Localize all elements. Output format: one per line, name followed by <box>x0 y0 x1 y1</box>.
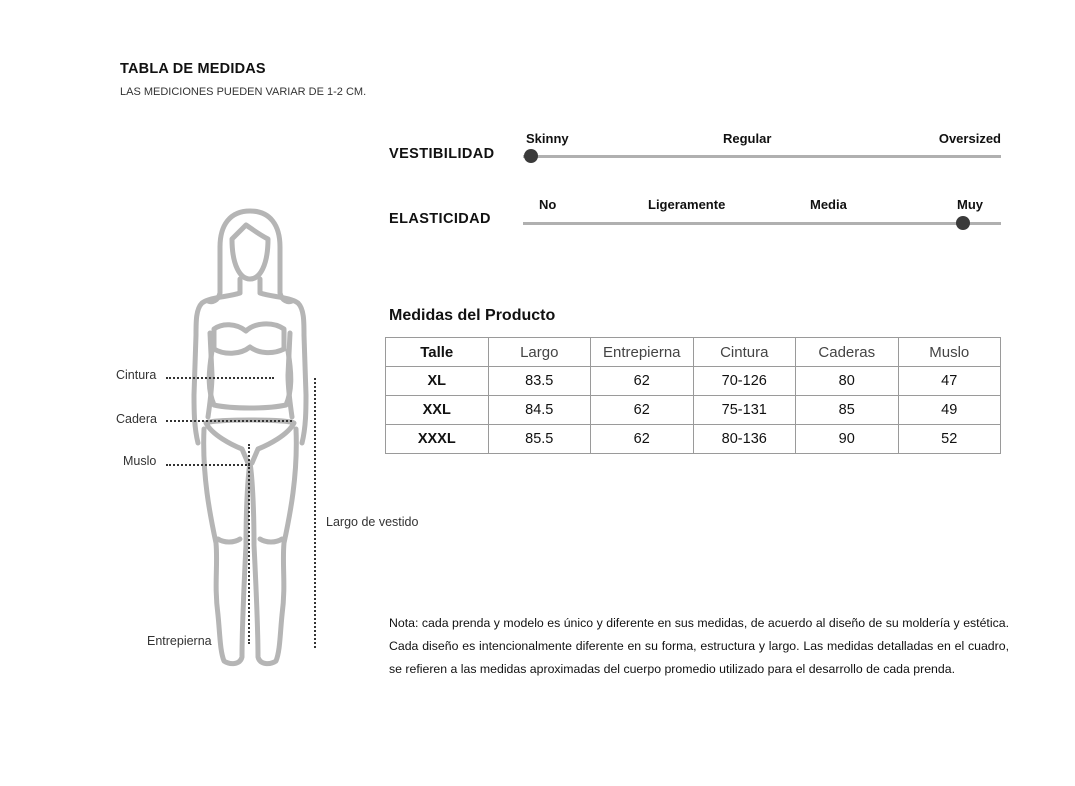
fit-slider-knob <box>524 149 538 163</box>
cell-caderas: 85 <box>796 396 899 425</box>
fit-label: VESTIBILIDAD <box>389 146 495 162</box>
cell-largo: 85.5 <box>488 425 591 454</box>
cell-muslo: 52 <box>898 425 1001 454</box>
guide-muslo-line <box>166 464 250 466</box>
page-subtitle: LAS MEDICIONES PUEDEN VARIAR DE 1-2 CM. <box>120 86 367 98</box>
elasticity-slider-knob <box>956 216 970 230</box>
table-row <box>386 396 1001 425</box>
cell-cintura: 80-136 <box>693 425 796 454</box>
cell-caderas: 90 <box>796 425 899 454</box>
label-cintura: Cintura <box>116 368 157 382</box>
fit-option-skinny: Skinny <box>526 131 569 146</box>
label-largo: Largo de vestido <box>326 515 419 529</box>
col-muslo: Muslo <box>898 338 1001 367</box>
cell-muslo: 49 <box>898 396 1001 425</box>
fit-option-regular: Regular <box>723 131 772 146</box>
cell-size: XXL <box>386 396 489 425</box>
body-figure-illustration <box>180 205 320 670</box>
elasticity-option-ligeramente: Ligeramente <box>648 197 726 212</box>
elasticity-slider-track <box>523 222 1001 225</box>
face-outline <box>232 225 268 279</box>
guide-entrepierna-line <box>248 444 250 644</box>
guide-largo-line <box>314 378 316 648</box>
elasticity-option-muy: Muy <box>957 197 983 212</box>
col-cintura: Cintura <box>693 338 796 367</box>
cell-entrepierna: 62 <box>591 425 694 454</box>
guide-cadera-line <box>166 420 292 422</box>
col-entrepierna: Entrepierna <box>591 338 694 367</box>
cell-cintura: 70-126 <box>693 367 796 396</box>
waist-outline <box>209 351 291 408</box>
note-text: Nota: cada prenda y modelo es único y diferente en sus medidas, de acuerdo al diseño de su moldería y estética. Cada diseño es intencionalmente diferente en su forma, estructura y largo. Las medidas detalladas en el cuadro, se refieren a las medidas aproximadas del cuerpo promedio utilizado para el desarrollo de cada prenda. <box>389 616 1009 676</box>
fit-option-oversized: Oversized <box>938 131 1001 146</box>
product-measures-title: Medidas del Producto <box>389 307 556 324</box>
label-entrepierna: Entrepierna <box>147 634 212 648</box>
cell-entrepierna: 62 <box>591 396 694 425</box>
elasticity-option-media: Media <box>810 197 847 212</box>
size-table-header <box>386 338 1001 367</box>
table-row <box>386 367 1001 396</box>
page-title: TABLA DE MEDIDAS <box>120 61 266 77</box>
fit-slider-track <box>523 155 1001 158</box>
hair-outline <box>208 211 292 302</box>
guide-cintura-line <box>166 377 274 379</box>
label-muslo: Muslo <box>123 454 157 468</box>
cell-muslo: 47 <box>898 367 1001 396</box>
col-largo: Largo <box>488 338 591 367</box>
cell-caderas: 80 <box>796 367 899 396</box>
col-talle: Talle <box>386 338 489 367</box>
elasticity-label: ELASTICIDAD <box>389 211 491 227</box>
cell-cintura: 75-131 <box>693 396 796 425</box>
table-row <box>386 425 1001 454</box>
briefs-outline <box>206 420 294 463</box>
cell-entrepierna: 62 <box>591 367 694 396</box>
label-cadera: Cadera <box>116 412 157 426</box>
elasticity-option-no: No <box>539 197 557 212</box>
knee-lines <box>218 539 282 542</box>
cell-largo: 83.5 <box>488 367 591 396</box>
cell-size: XXXL <box>386 425 489 454</box>
size-table <box>385 337 1001 454</box>
cell-largo: 84.5 <box>488 396 591 425</box>
col-caderas: Caderas <box>796 338 899 367</box>
bra-outline <box>214 324 284 353</box>
cell-size: XL <box>386 367 489 396</box>
